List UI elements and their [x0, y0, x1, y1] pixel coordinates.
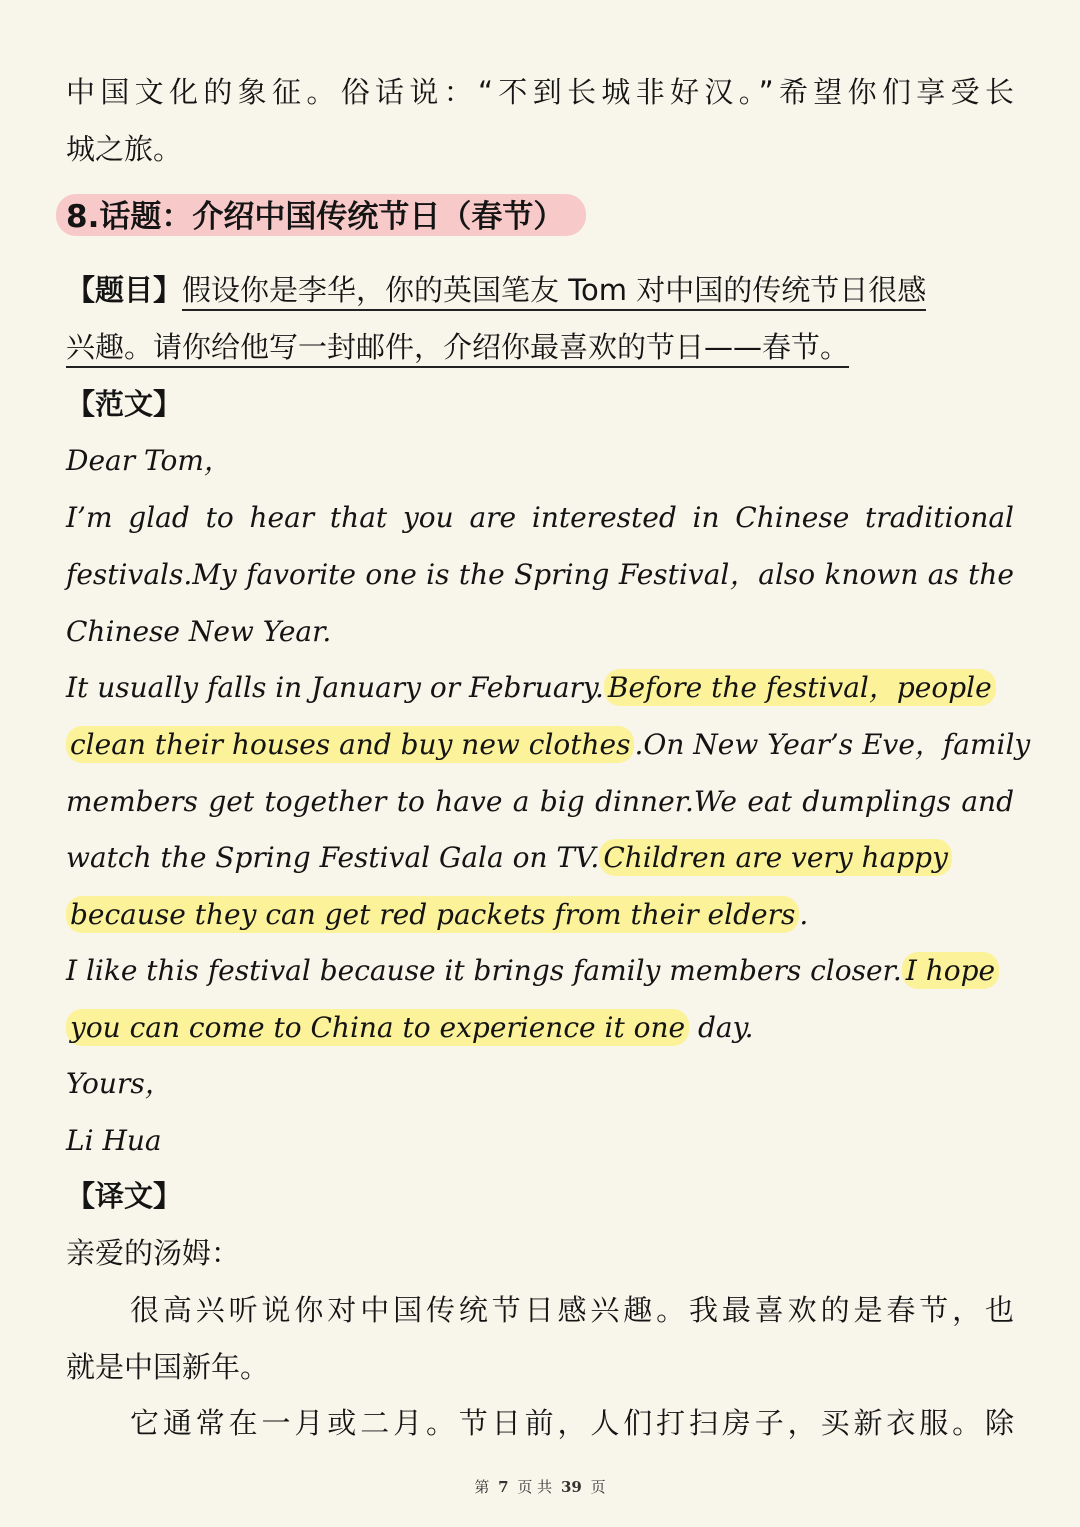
page-total: 39 — [560, 1478, 582, 1496]
prompt-text: 假设你是李华，你的英国笔友 Tom 对中国的传统节日很感 — [182, 273, 926, 311]
prompt-text: 兴趣。请你给他写一封邮件，介绍你最喜欢的节日——春节。 — [66, 330, 849, 368]
essay-line — [66, 725, 1031, 765]
essay-line: Chinese New Year. — [66, 615, 332, 648]
translation-salutation: 亲爱的汤姆： — [66, 1236, 241, 1270]
essay-text: I like this festival because it brings family members closer. — [66, 954, 902, 987]
section-heading: 8.话题：介绍中国传统节日（春节） — [66, 199, 565, 235]
highlighted-text: clean their houses and buy new clothes — [66, 726, 634, 763]
prompt-line — [66, 270, 1014, 310]
highlighted-text: because they can get red packets from their elders — [66, 896, 799, 933]
essay-line: I’m glad to hear that you are interested in Chinese traditional — [66, 501, 1014, 534]
essay-text: . — [799, 898, 809, 931]
essay-line — [66, 895, 1014, 935]
salutation: Dear Tom， — [66, 444, 232, 477]
footer-mid: 页 共 — [517, 1478, 553, 1496]
text-line: 城之旅。 — [66, 132, 183, 166]
closing: Yours， — [66, 1067, 173, 1100]
translation-line: 就是中国新年。 — [66, 1350, 270, 1384]
essay-line: festivals.My favorite one is the Spring Festival，also known as the — [66, 558, 1014, 591]
essay-line — [66, 668, 1014, 708]
highlighted-text: I hope — [902, 952, 999, 989]
essay-text: .On New Year’s Eve，family — [634, 728, 1031, 761]
essay-text: day. — [689, 1011, 754, 1044]
footer-suffix: 页 — [590, 1478, 606, 1496]
prompt-line — [66, 327, 1014, 367]
highlighted-text: you can come to China to experience it one — [66, 1009, 689, 1046]
model-label: 【范文】 — [66, 387, 183, 421]
translation-label: 【译文】 — [66, 1179, 183, 1213]
essay-text: watch the Spring Festival Gala on TV. — [66, 841, 600, 874]
page-number: 7 — [498, 1478, 509, 1496]
essay-line — [66, 838, 1014, 878]
translation-line: 它通常在一月或二月。节日前，人们打扫房子，买新衣服。除 — [130, 1406, 1014, 1440]
page-footer — [0, 1476, 1080, 1497]
prompt-label: 【题目】 — [66, 273, 183, 307]
essay-line: members get together to have a big dinner.We eat dumplings and — [66, 785, 1014, 818]
translation-line: 很高兴听说你对中国传统节日感兴趣。我最喜欢的是春节，也 — [130, 1293, 1014, 1327]
essay-text: It usually falls in January or February. — [66, 671, 604, 704]
text-line: 中国文化的象征。俗话说：“不到长城非好汉。”希望你们享受长 — [66, 75, 1014, 109]
highlighted-text: Children are very happy — [599, 839, 952, 876]
signature: Li Hua — [66, 1124, 162, 1157]
footer-prefix: 第 — [474, 1478, 490, 1496]
highlighted-text: Before the festival，people — [604, 669, 996, 706]
essay-line — [66, 1008, 1014, 1048]
essay-line — [66, 951, 1014, 991]
